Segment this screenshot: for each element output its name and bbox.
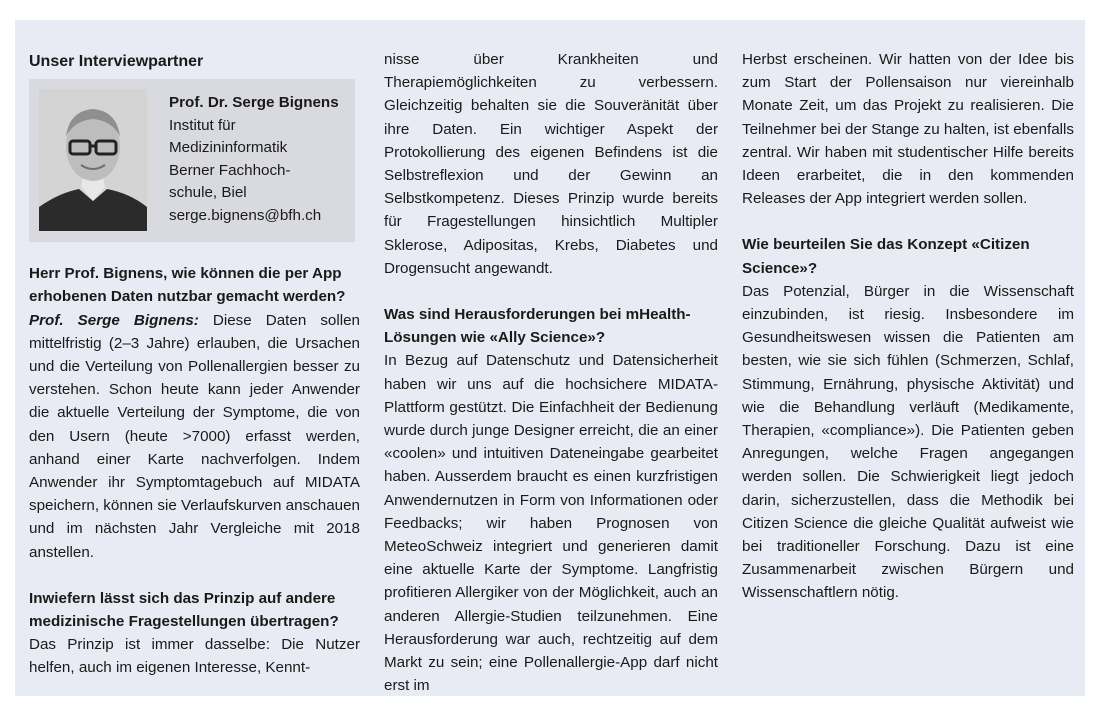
interviewee-email: serge.bignens@bfh.ch (169, 206, 322, 224)
interviewee-box-title: Unser Interviewpartner (29, 53, 204, 70)
answer-1-text: Diese Daten sollen mittelfristig (2–3 Jahre) erlauben, die Ursachen und die Verteilung von Pollenallergien besser zu verstehen. Schon heute kann jeder Anwender die aktuelle Verteilung der Symptome, die von den Usern (heute >7000) erfasst werden, anhand einer Karte nachverfolgen. Indem Anwender ihr Symptomtagebuch auf MIDATA speichern, können sie Verlaufskurven anschauen und im nächsten Jahr Vergleiche mit 2018 anstellen. (29, 311, 361, 561)
answer-3: In Bezug auf Datenschutz und Datensicherheit haben wir uns auf die hochsichere MIDATA-Plattform gestützt. Die Einfachheit der Bedienung wurde durch junge Designer erreicht, die an einer «coolen» und intuitiven Dateneingabe gearbeitet haben. Ausserdem braucht es einen kurzfristigen Anwendernutzen in Form von Informationen oder Feedbacks; wir haben Prognosen von MeteoSchweiz integriert und generieren damit eine aktuelle Karte der Symptome. Langfristig profitieren Allergiker von der Möglichkeit, auch an anderen Allergie-Studien teilzunehmen. Eine Herausforderung war auch, rechtzeitig auf dem Markt zu sein; eine Pollenallergie-App darf nicht erst im (384, 352, 718, 695)
affiliation-line: Medizininformatik (169, 139, 288, 157)
answer-3-continued: Herbst erscheinen. Wir hatten von der Idee bis zum Start der Pollensaison nur viereinhalb Monate Zeit, um das Projekt zu realisieren. Die Teilnehmer bei der Stange zu halten, ist ebenfalls zentral. Wir haben mit studentischer Hilfe bereits Ideen erarbeitet, die in den kommenden Releases der App integriert werden sollen. (742, 51, 1074, 208)
article-panel (15, 20, 1085, 696)
answer-2-start: Das Prinzip ist immer dasselbe: Die Nutzer helfen, auch im eigenen Interesse, Kennt- (29, 636, 360, 677)
interviewee-info (169, 92, 354, 227)
answer-2-continued: nisse über Krankheiten und Therapiemöglichkeiten zu verbessern. Gleichzeitig behalten sie die Souveränität über ihre Daten. Ein wichtiger Aspekt der Protokollierung des eigenen Befindens ist die Selbstreflexion und der Gewinn an Selbstkompetenz. Dieses Prinzip wurde bereits für Fragestellungen hinsichtlich Multipler Sklerose, Adipositas, Krebs, Diabetes und Drogensucht angewandt. (384, 51, 718, 277)
question-2: Inwiefern lässt sich das Prinzip auf andere medizinische Fragestellungen übertragen? (29, 589, 339, 631)
portrait-photo (39, 89, 147, 231)
question-1: Herr Prof. Bignens, wie können die per App erhobenen Daten nutzbar gemacht werden? (29, 265, 346, 306)
affiliation-line: schule, Biel (169, 184, 247, 202)
affiliation-line: Berner Fachhoch- (169, 161, 291, 179)
column-1 (29, 50, 360, 680)
answer-speaker: Prof. Serge Bignens: (29, 311, 199, 329)
question-3: Was sind Herausforderungen bei mHealth-Lösungen wie «Ally Science»? (384, 306, 691, 347)
column-3 (742, 48, 1074, 605)
answer-1 (29, 309, 360, 564)
answer-4: Das Potenzial, Bürger in die Wissenschaft einzubinden, ist riesig. Insbesondere im Gesundheitswesen wissen die Patienten am besten, wie sie sich fühlen (Schmerzen, Schlaf, Stimmung, Ernährung, physische Aktivität) und wie die Behandlung verläuft (Medikamente, Therapien, «compliance»). Die Patienten geben Anregungen, welche Fragen angegangen werden sollen. Die Schwierigkeit liegt jedoch darin, sicherzustellen, dass die Methodik bei Citizen Science die gleiche Qualität aufweist wie bei traditioneller Forschung. Dazu ist eine Zusammenarbeit zwischen Bürgern und Wissenschaftlern nötig. (742, 282, 1074, 602)
question-4: Wie beurteilen Sie das Konzept «Citizen Science»? (742, 236, 1030, 277)
interviewee-box (29, 79, 355, 242)
affiliation-line: Institut für (169, 116, 236, 134)
interviewee-name: Prof. Dr. Serge Bignens (169, 94, 339, 112)
column-2 (384, 48, 718, 697)
